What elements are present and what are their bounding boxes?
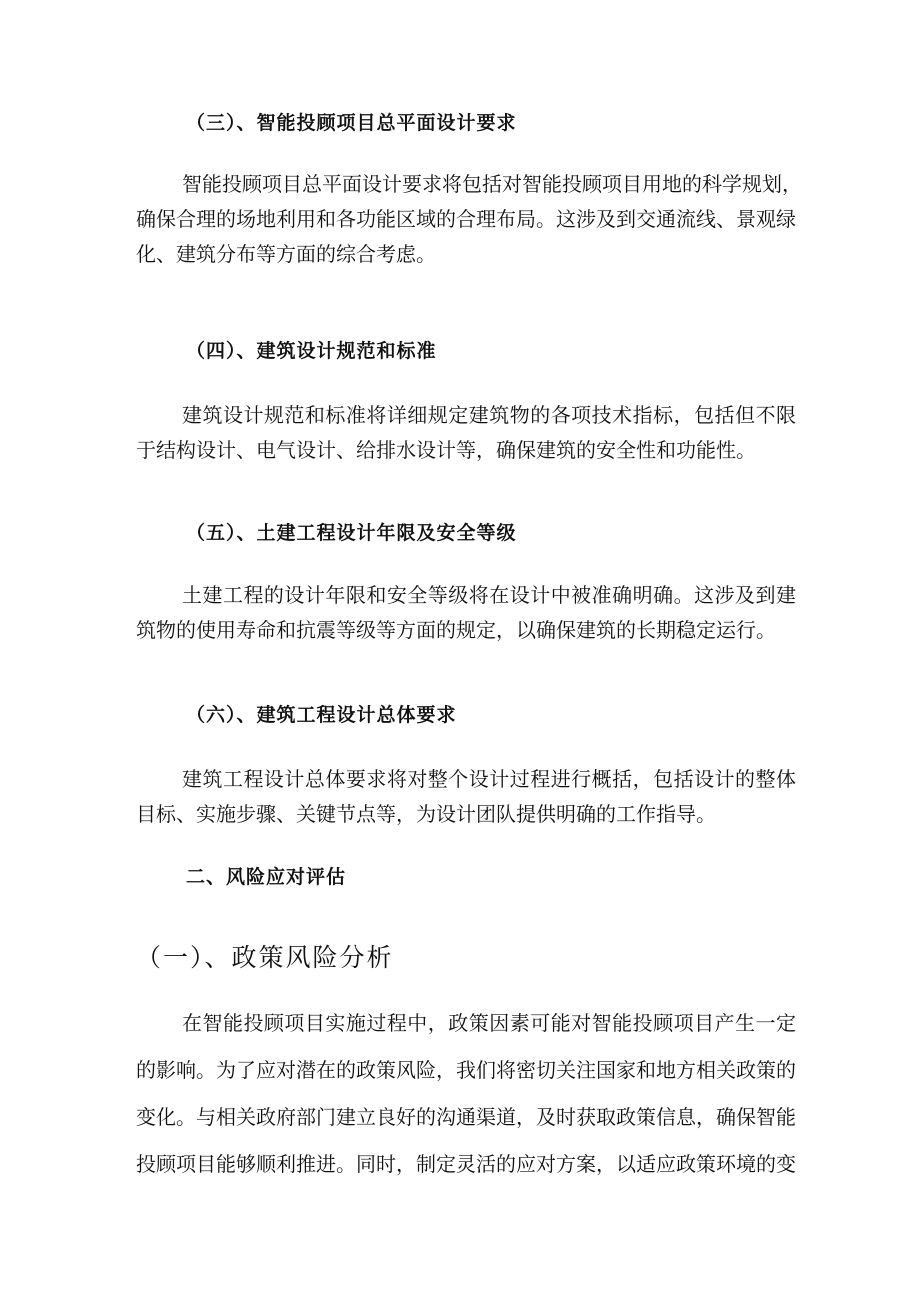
section-paragraph-policy-risk	[136, 1006, 796, 1182]
paragraph-line: 的影响。为了应对潜在的政策风险，我们将密切关注国家和地方相关政策的	[136, 1058, 796, 1082]
paragraph-line: 智能投顾项目总平面设计要求将包括对智能投顾项目用地的科学规划，	[182, 172, 802, 196]
section-heading-3: （三）、智能投顾项目总平面设计要求	[186, 112, 517, 134]
paragraph-line: 建筑工程设计总体要求将对整个设计过程进行概括，包括设计的整体	[182, 767, 796, 791]
section-paragraph-6	[136, 762, 796, 832]
paragraph-line: 目标、实施步骤、关键节点等，为设计团队提供明确的工作指导。	[136, 802, 716, 826]
section-heading-5: （五）、土建工程设计年限及安全等级	[186, 522, 517, 544]
section-heading-policy-risk: （一）、政策风险分析	[136, 943, 394, 972]
section-paragraph-5	[136, 578, 796, 648]
paragraph-line: 变化。与相关政府部门建立良好的沟通渠道，及时获取政策信息，确保智能	[136, 1105, 796, 1129]
paragraph-line: 确保合理的场地利用和各功能区域的合理布局。这涉及到交通流线、景观绿	[136, 207, 796, 231]
section-heading-4: （四）、建筑设计规范和标准	[186, 340, 437, 362]
chapter-heading-2: 二、风险应对评估	[186, 866, 347, 888]
paragraph-line: 化、建筑分布等方面的综合考虑。	[136, 242, 436, 266]
paragraph-line: 于结构设计、电气设计、给排水设计等，确保建筑的安全性和功能性。	[136, 438, 756, 462]
section-paragraph-4	[136, 398, 796, 468]
paragraph-line: 筑物的使用寿命和抗震等级等方面的规定，以确保建筑的长期稳定运行。	[136, 618, 776, 642]
paragraph-line: 投顾项目能够顺利推进。同时，制定灵活的应对方案，以适应政策环境的变	[136, 1152, 796, 1176]
section-paragraph-3	[136, 167, 802, 272]
paragraph-line: 建筑设计规范和标准将详细规定建筑物的各项技术指标，包括但不限	[182, 403, 796, 427]
paragraph-line: 在智能投顾项目实施过程中，政策因素可能对智能投顾项目产生一定	[182, 1011, 796, 1035]
section-heading-6: （六）、建筑工程设计总体要求	[186, 704, 457, 726]
paragraph-line: 土建工程的设计年限和安全等级将在设计中被准确明确。这涉及到建	[182, 583, 796, 607]
